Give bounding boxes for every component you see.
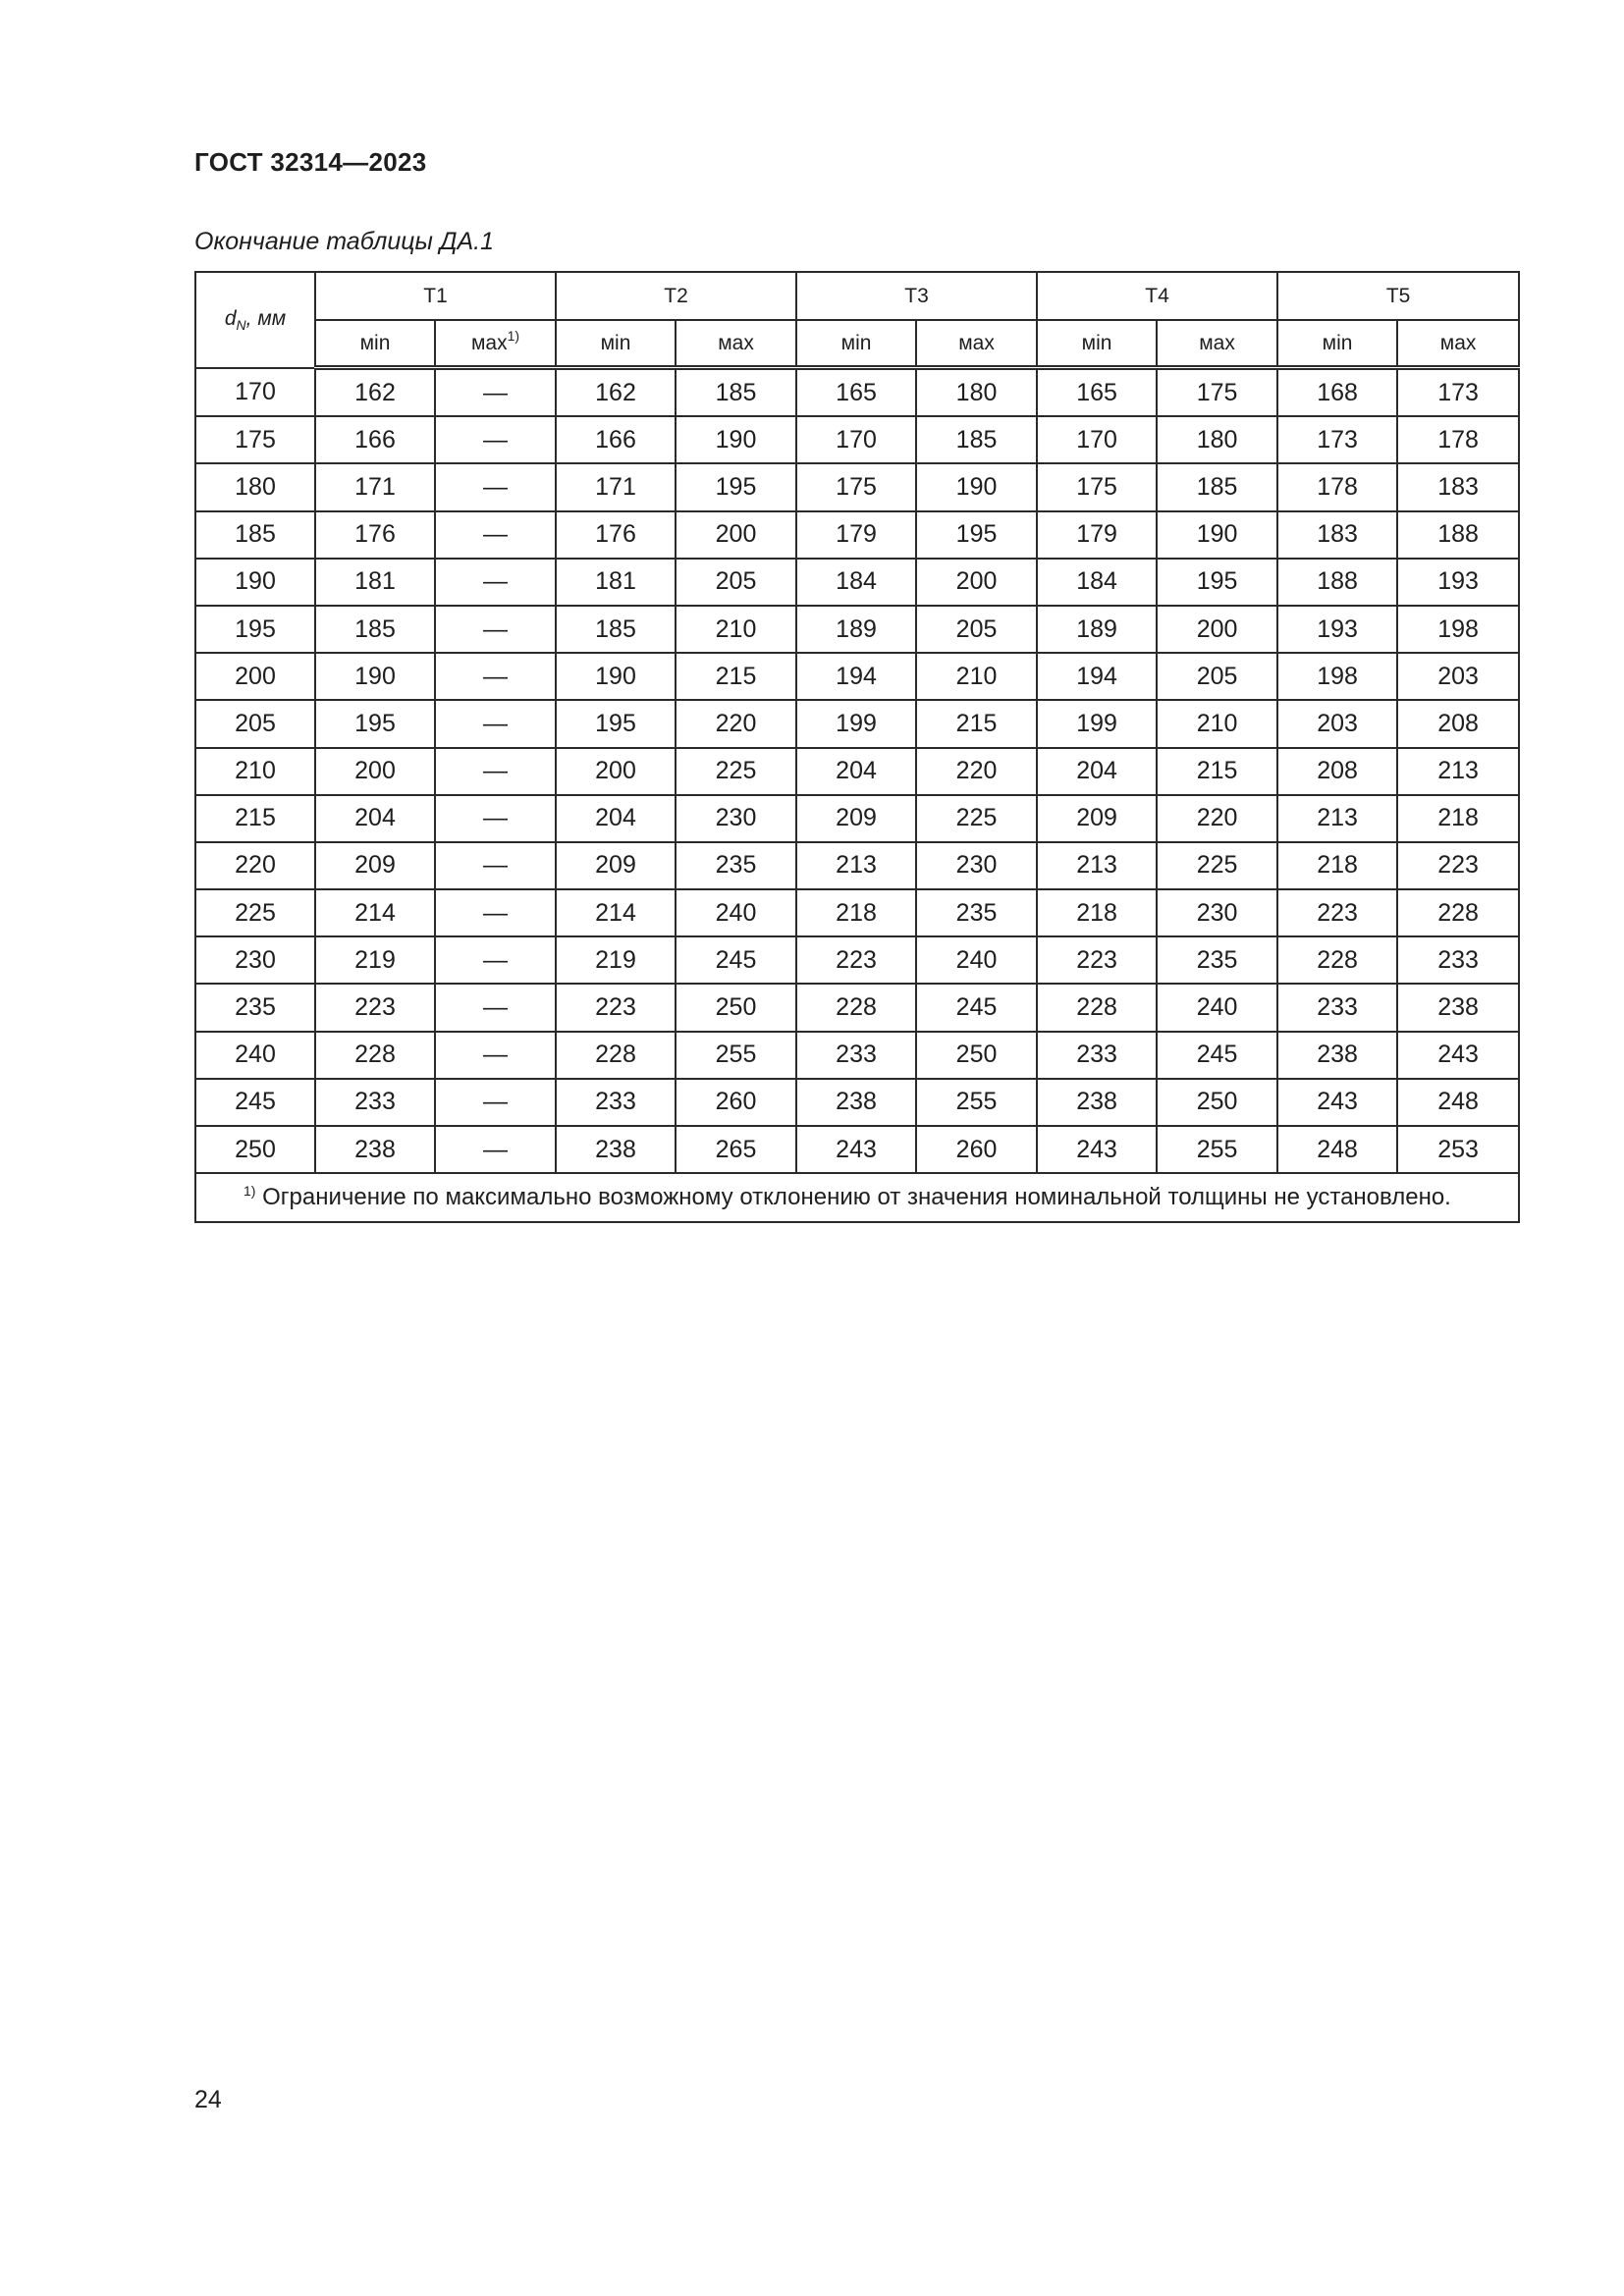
table-cell: — [435,748,556,795]
table-cell: 228 [315,1032,435,1079]
table-cell: 209 [1037,795,1157,842]
table-cell: 181 [556,559,676,606]
table-cell: 233 [1277,984,1397,1031]
dn-cell: 205 [195,700,315,747]
table-cell: 228 [1277,936,1397,984]
table-cell: 183 [1277,511,1397,559]
table-cell: 250 [916,1032,1037,1079]
table-cell: 183 [1397,463,1519,510]
dn-cell: 245 [195,1079,315,1126]
dn-cell: 180 [195,463,315,510]
footnote-cell [195,1173,1519,1222]
table-cell: 223 [796,936,916,984]
table-cell: 215 [676,653,796,700]
table-cell: 195 [676,463,796,510]
subheader-max: мах [676,320,796,368]
table-cell: — [435,795,556,842]
group-header-t4: Т4 [1037,272,1277,320]
table-cell: 248 [1397,1079,1519,1126]
table-cell: 238 [796,1079,916,1126]
table-cell: 255 [1157,1126,1277,1173]
table-cell: 175 [796,463,916,510]
table-cell: 195 [556,700,676,747]
table-cell: 228 [1037,984,1157,1031]
table-cell: 220 [1157,795,1277,842]
table-cell: 230 [676,795,796,842]
table-body [195,368,1519,1174]
table-cell: 219 [315,936,435,984]
table-cell: 228 [1397,889,1519,936]
table-cell: 218 [1397,795,1519,842]
table-cell: 233 [315,1079,435,1126]
dn-cell: 225 [195,889,315,936]
table-cell: 195 [315,700,435,747]
table-cell: 250 [1157,1079,1277,1126]
dn-cell: 170 [195,368,315,417]
dn-subscript: N [236,316,246,333]
table-cell: 220 [916,748,1037,795]
table-cell: 240 [676,889,796,936]
table-cell: 205 [916,606,1037,653]
table-footer [195,1173,1519,1222]
subheader-max: мах [916,320,1037,368]
table-cell: 225 [916,795,1037,842]
table-row [195,984,1519,1031]
dn-column-header [195,272,315,368]
table-cell: 223 [315,984,435,1031]
group-header-t5: Т5 [1277,272,1519,320]
table-cell: 188 [1397,511,1519,559]
table-cell: 223 [1277,889,1397,936]
table-container [194,271,1518,1223]
table-cell: 200 [1157,606,1277,653]
table-cell: 168 [1277,368,1397,417]
table-cell: 205 [676,559,796,606]
table-row [195,653,1519,700]
table-cell: 176 [315,511,435,559]
table-cell: 260 [916,1126,1037,1173]
table-row [195,889,1519,936]
table-cell: — [435,700,556,747]
table-row [195,511,1519,559]
table-cell: 215 [1157,748,1277,795]
table-cell: 176 [556,511,676,559]
table-cell: 185 [916,416,1037,463]
table-cell: 243 [1397,1032,1519,1079]
table-cell: 200 [916,559,1037,606]
subheader-min: мin [556,320,676,368]
table-cell: 199 [1037,700,1157,747]
table-cell: 194 [1037,653,1157,700]
table-cell: — [435,1126,556,1173]
table-cell: 198 [1277,653,1397,700]
table-cell: 218 [1037,889,1157,936]
table-cell: 162 [315,368,435,417]
table-cell: 178 [1277,463,1397,510]
table-cell: 243 [1277,1079,1397,1126]
table-cell: 210 [676,606,796,653]
table-cell: 240 [916,936,1037,984]
table-cell: 245 [916,984,1037,1031]
dn-cell: 185 [195,511,315,559]
table-row [195,1032,1519,1079]
table-cell: 223 [1037,936,1157,984]
table-cell: — [435,984,556,1031]
table-cell: 189 [796,606,916,653]
table-row [195,795,1519,842]
table-cell: 180 [1157,416,1277,463]
table-cell: 210 [916,653,1037,700]
table-cell: 250 [676,984,796,1031]
table-cell: 209 [796,795,916,842]
table-cell: — [435,936,556,984]
table-cell: 223 [556,984,676,1031]
table-cell: 255 [676,1032,796,1079]
table-cell: 179 [1037,511,1157,559]
table-cell: 243 [796,1126,916,1173]
table-row [195,606,1519,653]
table-cell: 238 [315,1126,435,1173]
table-cell: 230 [916,842,1037,889]
table-cell: 193 [1397,559,1519,606]
thickness-table [194,271,1520,1223]
table-cell: 219 [556,936,676,984]
dn-cell: 210 [195,748,315,795]
footnote-marker: 1) [244,1183,256,1200]
table-cell: 245 [676,936,796,984]
table-cell: 214 [556,889,676,936]
table-cell: — [435,842,556,889]
dn-cell: 250 [195,1126,315,1173]
table-cell: 170 [1037,416,1157,463]
table-cell: — [435,368,556,417]
table-cell: 190 [556,653,676,700]
table-cell: 185 [315,606,435,653]
table-cell: 235 [916,889,1037,936]
table-cell: 203 [1277,700,1397,747]
table-cell: 173 [1277,416,1397,463]
table-cell: 204 [315,795,435,842]
header-sub-row [195,320,1519,368]
table-cell: 225 [676,748,796,795]
table-cell: 213 [1277,795,1397,842]
subheader-min: мin [1037,320,1157,368]
table-cell: 233 [1037,1032,1157,1079]
table-cell: 194 [796,653,916,700]
table-cell: — [435,511,556,559]
table-cell: 243 [1037,1126,1157,1173]
dn-unit: , мм [245,306,287,330]
table-row [195,1126,1519,1173]
table-cell: 218 [1277,842,1397,889]
table-cell: 213 [1397,748,1519,795]
table-cell: — [435,463,556,510]
table-cell: 185 [1157,463,1277,510]
table-row [195,700,1519,747]
footnote-text: Ограничение по максимально возможному отклонению от значения номинальной толщины не установлено. [262,1184,1451,1211]
table-cell: 208 [1277,748,1397,795]
footnote-row [195,1173,1519,1222]
table-cell: 171 [556,463,676,510]
table-cell: 200 [556,748,676,795]
footnote-marker: 1) [507,327,520,344]
dn-cell: 240 [195,1032,315,1079]
dn-cell: 230 [195,936,315,984]
table-cell: 193 [1277,606,1397,653]
table-cell: 209 [556,842,676,889]
table-cell: 225 [1157,842,1277,889]
table-row [195,936,1519,984]
table-cell: 210 [1157,700,1277,747]
dn-cell: 195 [195,606,315,653]
table-cell: 175 [1157,368,1277,417]
group-header-t3: Т3 [796,272,1037,320]
table-cell: 171 [315,463,435,510]
table-cell: 204 [1037,748,1157,795]
table-cell: 190 [676,416,796,463]
table-cell: 204 [796,748,916,795]
table-row [195,463,1519,510]
table-row [195,368,1519,417]
table-cell: — [435,653,556,700]
table-cell: 178 [1397,416,1519,463]
document-number: ГОСТ 32314—2023 [194,147,427,177]
table-cell: 195 [1157,559,1277,606]
table-cell: 190 [1157,511,1277,559]
subheader-max-label: мах [470,331,508,354]
table-cell: 238 [1277,1032,1397,1079]
table-cell: 255 [916,1079,1037,1126]
table-cell: 181 [315,559,435,606]
table-cell: 166 [556,416,676,463]
table-cell: — [435,416,556,463]
table-cell: 253 [1397,1126,1519,1173]
table-cell: 188 [1277,559,1397,606]
header-group-row [195,272,1519,320]
table-cell: 189 [1037,606,1157,653]
table-cell: 240 [1157,984,1277,1031]
table-cell: 190 [315,653,435,700]
table-cell: 233 [796,1032,916,1079]
table-cell: 260 [676,1079,796,1126]
subheader-max: мах [1397,320,1519,368]
table-cell: 223 [1397,842,1519,889]
table-cell: 180 [916,368,1037,417]
table-cell: 200 [676,511,796,559]
table-cell: 214 [315,889,435,936]
table-row [195,1079,1519,1126]
table-cell: 184 [796,559,916,606]
table-cell: — [435,889,556,936]
subheader-max-footnoted [435,320,556,368]
dn-cell: 220 [195,842,315,889]
dn-cell: 235 [195,984,315,1031]
table-cell: 173 [1397,368,1519,417]
table-cell: 235 [1157,936,1277,984]
subheader-max: мах [1157,320,1277,368]
table-cell: 198 [1397,606,1519,653]
table-cell: 230 [1157,889,1277,936]
table-cell: 228 [556,1032,676,1079]
table-cell: 248 [1277,1126,1397,1173]
table-cell: 185 [676,368,796,417]
table-cell: 199 [796,700,916,747]
table-cell: 228 [796,984,916,1031]
table-cell: 238 [1397,984,1519,1031]
table-cell: — [435,1079,556,1126]
table-row [195,842,1519,889]
table-row [195,416,1519,463]
table-cell: 218 [796,889,916,936]
page-number: 24 [194,2086,222,2113]
subheader-min: мin [796,320,916,368]
table-cell: 213 [1037,842,1157,889]
table-cell: 165 [796,368,916,417]
table-row [195,748,1519,795]
subheader-min: мin [1277,320,1397,368]
table-cell: 245 [1157,1032,1277,1079]
table-cell: 208 [1397,700,1519,747]
table-cell: — [435,606,556,653]
table-cell: 175 [1037,463,1157,510]
table-cell: 205 [1157,653,1277,700]
group-header-t1: Т1 [315,272,556,320]
group-header-t2: Т2 [556,272,796,320]
table-cell: 179 [796,511,916,559]
dn-symbol: d [224,306,237,330]
table-cell: 238 [556,1126,676,1173]
table-cell: — [435,1032,556,1079]
table-cell: 209 [315,842,435,889]
table-cell: 184 [1037,559,1157,606]
table-cell: 265 [676,1126,796,1173]
dn-cell: 190 [195,559,315,606]
table-cell: 220 [676,700,796,747]
table-cell: 233 [556,1079,676,1126]
table-caption: Окончание таблицы ДА.1 [194,228,494,255]
table-cell: 238 [1037,1079,1157,1126]
table-cell: 200 [315,748,435,795]
dn-cell: 175 [195,416,315,463]
subheader-min: мin [315,320,435,368]
table-row [195,559,1519,606]
table-cell: 165 [1037,368,1157,417]
table-cell: — [435,559,556,606]
table-cell: 166 [315,416,435,463]
table-cell: 170 [796,416,916,463]
table-cell: 185 [556,606,676,653]
table-cell: 215 [916,700,1037,747]
table-cell: 190 [916,463,1037,510]
table-cell: 195 [916,511,1037,559]
table-cell: 203 [1397,653,1519,700]
table-cell: 233 [1397,936,1519,984]
table-cell: 162 [556,368,676,417]
table-cell: 204 [556,795,676,842]
table-cell: 213 [796,842,916,889]
table-cell: 235 [676,842,796,889]
table-header [195,272,1519,368]
dn-cell: 200 [195,653,315,700]
dn-cell: 215 [195,795,315,842]
